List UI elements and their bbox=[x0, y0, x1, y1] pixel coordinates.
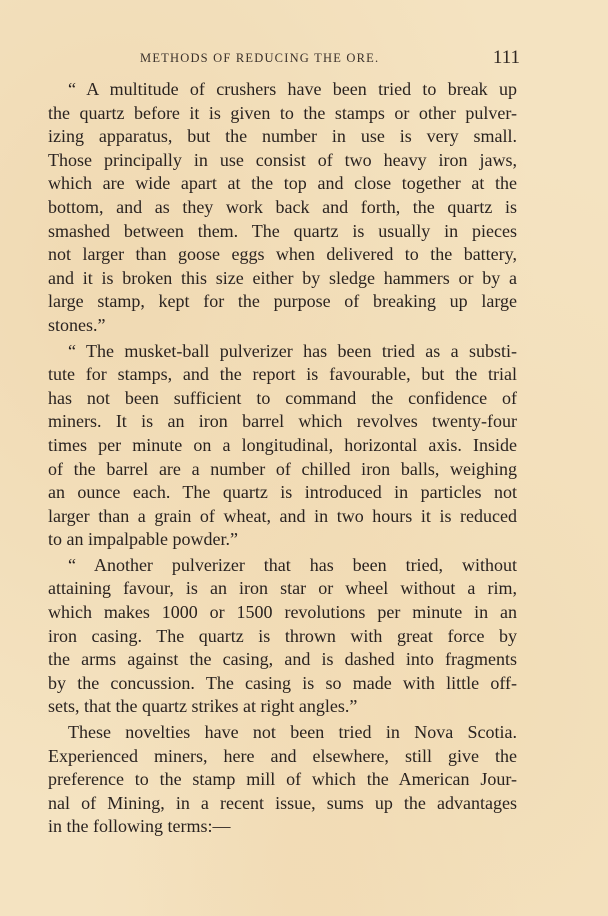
text-line: and it is broken this size either by sledge hammers or by a bbox=[48, 267, 517, 288]
paragraph-musket-ball bbox=[48, 340, 517, 552]
text-line: “ A multitude of crushers have been tried to break up bbox=[68, 79, 517, 99]
body-text bbox=[48, 78, 517, 841]
text-line: izing apparatus, but the number in use is very small. bbox=[48, 126, 517, 147]
text-line: to an impalpable powder.” bbox=[48, 529, 238, 550]
text-line: the arms against the casing, and is dashed into fragments bbox=[48, 649, 517, 670]
running-title: METHODS OF REDUCING THE ORE. bbox=[140, 51, 380, 65]
text-line: Experienced miners, here and elsewhere, still give the bbox=[48, 745, 517, 766]
text-line: in the following terms:— bbox=[48, 816, 231, 837]
text-line: smashed between them. The quartz is usually in pieces bbox=[48, 220, 517, 241]
text-line: not larger than goose eggs when delivered to the battery, bbox=[48, 244, 517, 265]
text-line: which are wide apart at the top and close together at the bbox=[48, 173, 517, 194]
running-head bbox=[140, 47, 520, 71]
paragraph-iron-star bbox=[48, 554, 517, 719]
page-number: 111 bbox=[492, 47, 520, 68]
text-line: bottom, and as they work back and forth, the quartz is bbox=[48, 196, 517, 217]
text-line: stones.” bbox=[48, 314, 106, 335]
text-line: preference to the stamp mill of which the American Jour- bbox=[48, 769, 517, 790]
text-line: the quartz before it is given to the stamps or other pulver- bbox=[48, 102, 517, 123]
text-line: times per minute on a longitudinal, horizontal axis. Inside bbox=[48, 434, 517, 455]
text-line: of the barrel are a number of chilled iron balls, weighing bbox=[48, 458, 517, 479]
text-line: has not been sufficient to command the confidence of bbox=[48, 387, 517, 408]
text-line: larger than a grain of wheat, and in two hours it is reduced bbox=[48, 505, 517, 526]
text-line: by the concussion. The casing is so made with little off- bbox=[48, 672, 517, 693]
text-line: “ The musket-ball pulverizer has been tried as a substi- bbox=[68, 340, 517, 361]
text-line: iron casing. The quartz is thrown with great force by bbox=[48, 625, 517, 646]
text-line: which makes 1000 or 1500 revolutions per minute in an bbox=[48, 602, 517, 623]
text-line: tute for stamps, and the report is favourable, but the trial bbox=[48, 364, 517, 385]
text-line: “ Another pulverizer that has been tried, without bbox=[68, 554, 517, 575]
paragraph-nova-scotia bbox=[48, 721, 517, 839]
text-line: nal of Mining, in a recent issue, sums up the advantages bbox=[48, 792, 517, 813]
text-line: an ounce each. The quartz is introduced in particles not bbox=[48, 482, 517, 503]
text-line: attaining favour, is an iron star or wheel without a rim, bbox=[48, 578, 517, 599]
text-line: large stamp, kept for the purpose of breaking up large bbox=[48, 291, 517, 312]
paragraph-crushers bbox=[48, 78, 517, 338]
text-line: sets, that the quartz strikes at right angles.” bbox=[48, 696, 358, 717]
text-line: These novelties have not been tried in Nova Scotia. bbox=[68, 722, 517, 743]
text-line: miners. It is an iron barrel which revolves twenty-four bbox=[48, 411, 517, 432]
text-line: Those principally in use consist of two heavy iron jaws, bbox=[48, 149, 517, 170]
